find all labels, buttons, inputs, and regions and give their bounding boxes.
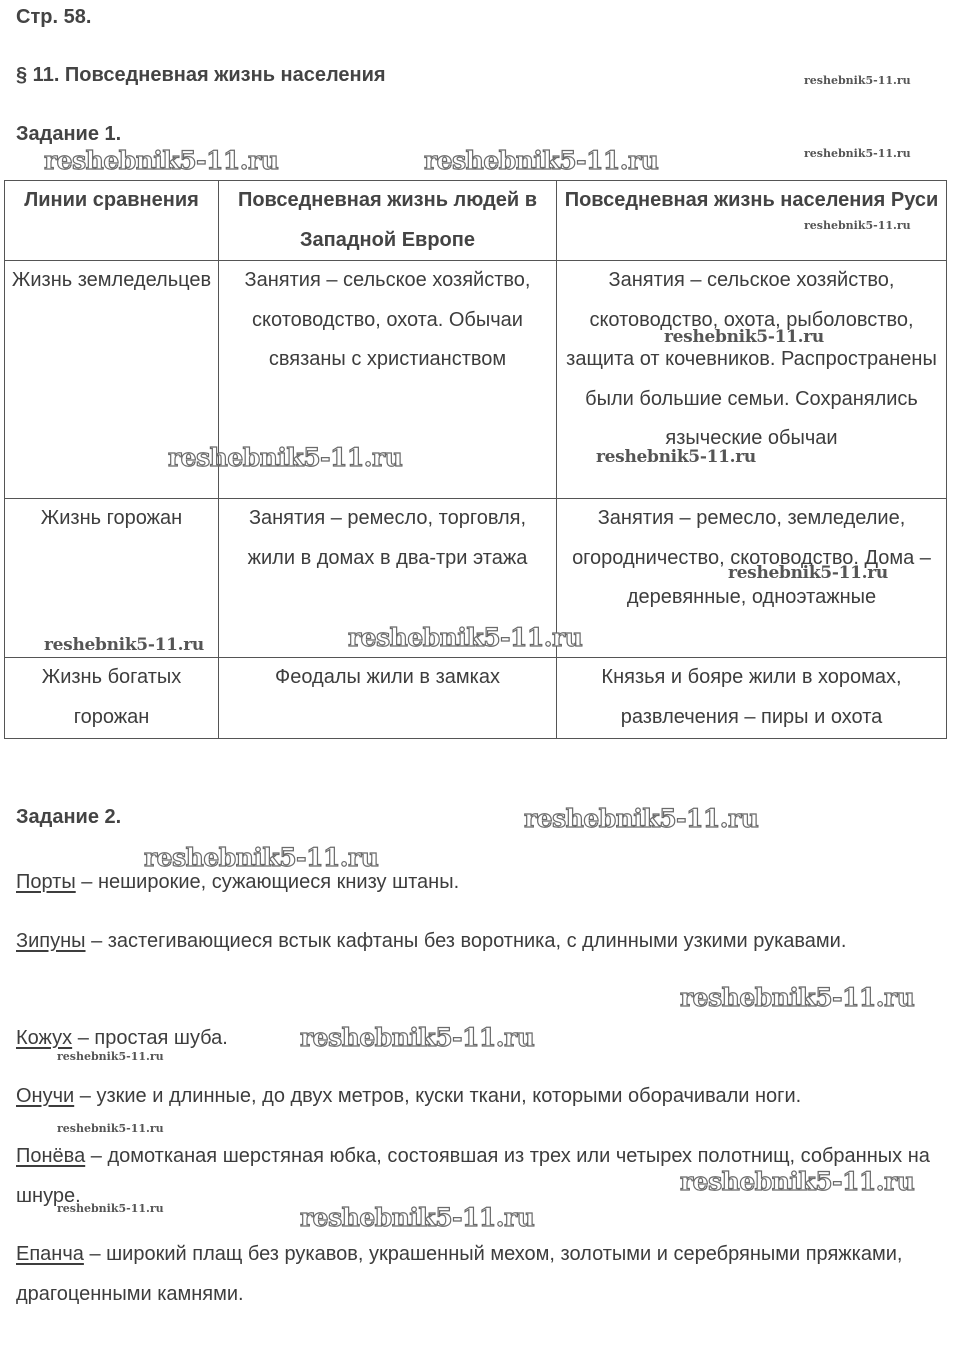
table-header-row (5, 181, 947, 261)
definition-term: Кожух (16, 1027, 73, 1049)
header-western-europe: Повседневная жизнь людей в Западной Европе (219, 181, 557, 261)
watermark: reshebnik5-11.ru (348, 623, 583, 652)
row-rus-cell: Князья и бояре жили в хоромах, развлечения – пиры и охота (557, 658, 947, 739)
watermark: reshebnik5-11.ru (44, 635, 204, 655)
watermark: reshebnik5-11.ru (524, 804, 759, 833)
watermark: reshebnik5-11.ru (57, 1202, 164, 1215)
watermark: reshebnik5-11.ru (680, 1167, 915, 1196)
table-row (5, 658, 947, 739)
row-line-cell: Жизнь горожан (5, 499, 219, 658)
header-comparison-lines: Линии сравнения (5, 181, 219, 261)
watermark: reshebnik5-11.ru (804, 147, 911, 160)
definition-item (16, 1018, 936, 1058)
watermark: reshebnik5-11.ru (57, 1050, 164, 1063)
row-line-cell: Жизнь земледельцев (5, 261, 219, 499)
definition-text: – узкие и длинные, до двух метров, куски ткани, которыми оборачивали ноги. (74, 1085, 802, 1107)
task2-heading: Задание 2. (16, 806, 122, 828)
definition-term: Понёва (16, 1145, 86, 1167)
watermark: reshebnik5-11.ru (804, 74, 911, 87)
watermark: reshebnik5-11.ru (57, 1122, 164, 1135)
definition-term: Епанча (16, 1243, 84, 1265)
header-rus: Повседневная жизнь населения Руси (557, 181, 947, 261)
table-row (5, 499, 947, 658)
definition-item (16, 1076, 936, 1116)
section-title: § 11. Повседневная жизнь населения (16, 64, 386, 86)
definition-text: – застегивающиеся встык кафтаны без воротника, с длинными узкими рукавами. (85, 930, 847, 952)
definition-term: Зипуны (16, 930, 86, 952)
definition-item (16, 1136, 936, 1216)
watermark: reshebnik5-11.ru (300, 1023, 535, 1052)
watermark: reshebnik5-11.ru (596, 447, 756, 467)
definition-term: Порты (16, 871, 76, 893)
watermark: reshebnik5-11.ru (728, 563, 888, 583)
watermark: reshebnik5-11.ru (680, 983, 915, 1012)
row-europe-cell: Занятия – ремесло, торговля, жили в домах в два-три этажа (219, 499, 557, 658)
watermark: reshebnik5-11.ru (424, 146, 659, 175)
watermark: reshebnik5-11.ru (300, 1203, 535, 1232)
definition-item (16, 1234, 936, 1314)
table-row (5, 261, 947, 499)
page-number: Стр. 58. (16, 6, 92, 28)
watermark: reshebnik5-11.ru (144, 843, 379, 872)
definition-term: Онучи (16, 1085, 75, 1107)
row-europe-cell: Феодалы жили в замках (219, 658, 557, 739)
definition-text: – простая шуба. (72, 1027, 228, 1049)
watermark: reshebnik5-11.ru (168, 443, 403, 472)
watermark: reshebnik5-11.ru (664, 327, 824, 347)
definition-text: – неширокие, сужающиеся книзу штаны. (75, 871, 460, 893)
definition-item (16, 862, 936, 902)
task1-heading: Задание 1. (16, 123, 122, 145)
row-rus-cell: Занятия – сельское хозяйство, скотоводство, охота, рыболовство, защита от кочевников. Распространены были большие семьи. Сохранялись языческие обычаи (557, 261, 947, 499)
row-rus-cell: Занятия – ремесло, земледелие, огородничество, скотоводство. Дома – деревянные, одноэтажные (557, 499, 947, 658)
comparison-table (4, 180, 947, 739)
watermark: reshebnik5-11.ru (44, 146, 279, 175)
definition-item (16, 921, 936, 961)
definition-text: – широкий плащ без рукавов, украшенный мехом, золотыми и серебряными пряжками, драгоценными камнями. (16, 1243, 903, 1305)
row-europe-cell: Занятия – сельское хозяйство, скотоводство, охота. Обычаи связаны с христианством (219, 261, 557, 499)
definition-text: – домотканая шерстяная юбка, состоявшая из трех или четырех полотнищ, собранных на шнуре. (16, 1145, 930, 1207)
row-line-cell: Жизнь богатых горожан (5, 658, 219, 739)
watermark: reshebnik5-11.ru (804, 219, 911, 232)
